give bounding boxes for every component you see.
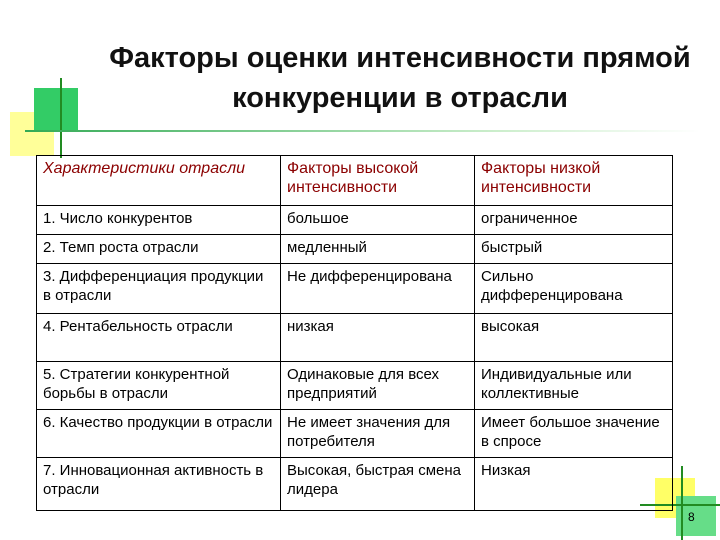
- slide-title: Факторы оценки интенсивности прямой конкуренции в отрасли: [109, 42, 691, 114]
- table-cell: Индивидуальные или коллективные: [475, 362, 673, 410]
- decor-green-square-top: [34, 88, 78, 132]
- table-cell: ограниченное: [475, 206, 673, 235]
- table-row: [37, 458, 673, 511]
- table-cell: 6. Качество продукции в отрасли: [37, 410, 281, 458]
- decor-vertical-line-top: [60, 78, 62, 158]
- table-cell: 4. Рентабельность отрасли: [37, 314, 281, 362]
- table-cell: медленный: [281, 235, 475, 264]
- table-cell: 1. Число конкурентов: [37, 206, 281, 235]
- table-cell: высокая: [475, 314, 673, 362]
- table-cell: Высокая, быстрая смена лидера: [281, 458, 475, 511]
- table-row: [37, 235, 673, 264]
- decor-horizontal-line-top: [25, 130, 700, 132]
- header-cell-high-intensity: Факторы высокой интенсивности: [281, 156, 475, 206]
- table-cell: Низкая: [475, 458, 673, 511]
- table-row: [37, 206, 673, 235]
- table-row: [37, 410, 673, 458]
- table-row: [37, 314, 673, 362]
- table-cell: низкая: [281, 314, 475, 362]
- table-cell: 5. Стратегии конкурентной борьбы в отрасли: [37, 362, 281, 410]
- table-cell: Одинаковые для всех предприятий: [281, 362, 475, 410]
- page-number: 8: [688, 510, 695, 524]
- table-cell: 3. Дифференциация продукции в отрасли: [37, 264, 281, 314]
- table-row: [37, 264, 673, 314]
- table-cell: Имеет большое значение в спросе: [475, 410, 673, 458]
- table-cell: 7. Инновационная активность в отрасли: [37, 458, 281, 511]
- table-cell: Сильно дифференцирована: [475, 264, 673, 314]
- decor-vertical-line-bottom: [681, 466, 683, 540]
- table-row: [37, 362, 673, 410]
- factors-table: [36, 155, 673, 511]
- table-cell: Не дифференцирована: [281, 264, 475, 314]
- header-cell-characteristics: Характеристики отрасли: [37, 156, 281, 206]
- table-cell: быстрый: [475, 235, 673, 264]
- table-cell: большое: [281, 206, 475, 235]
- table-cell: 2. Темп роста отрасли: [37, 235, 281, 264]
- table-cell: Не имеет значения для потребителя: [281, 410, 475, 458]
- table-header-row: [37, 156, 673, 206]
- header-cell-low-intensity: Факторы низкой интенсивности: [475, 156, 673, 206]
